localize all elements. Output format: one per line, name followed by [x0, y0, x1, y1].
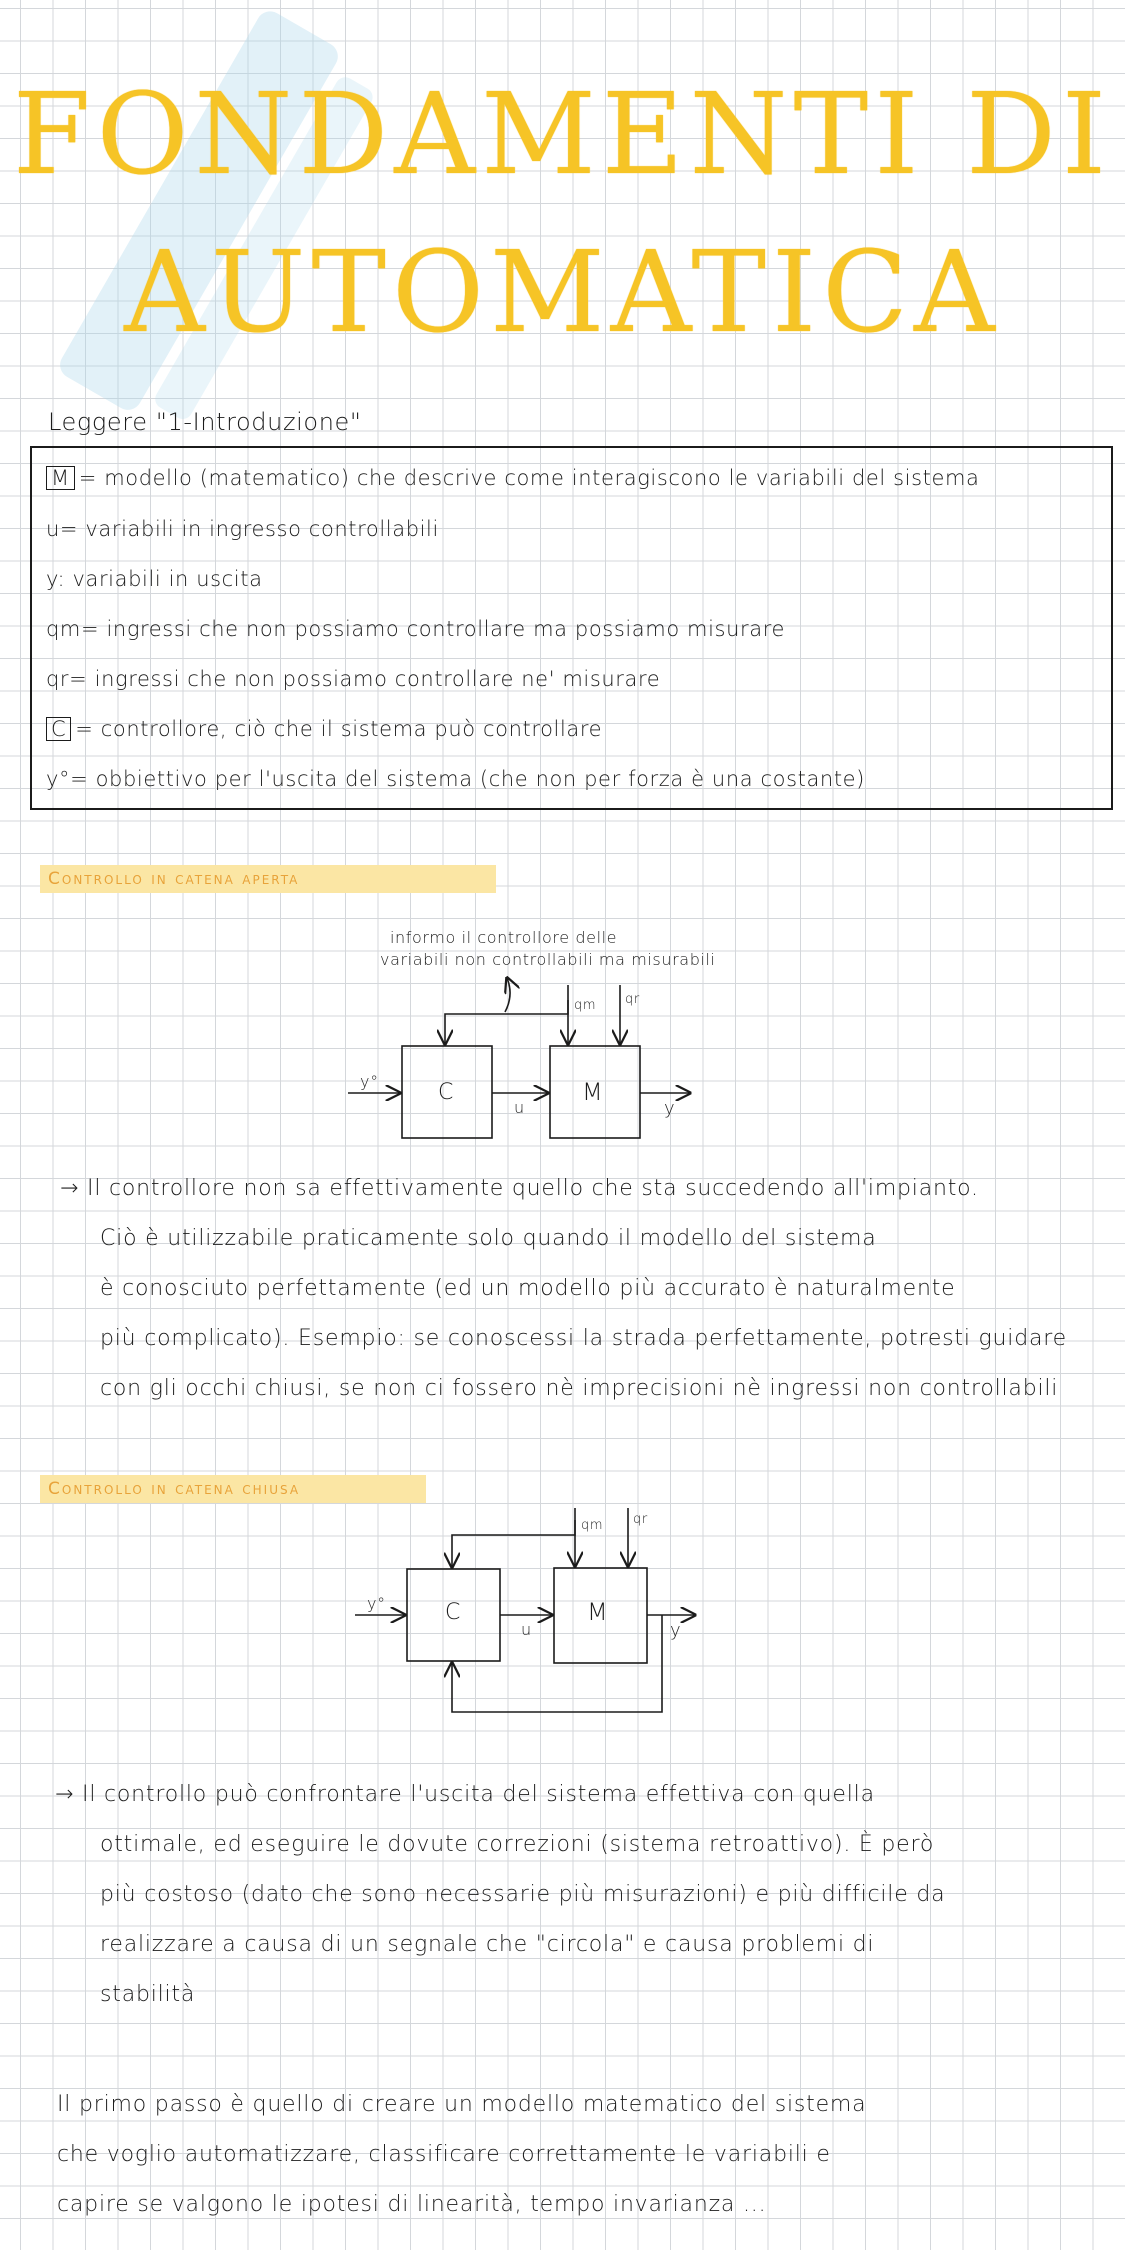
open-loop-annotation-line1: informo il controllore delle	[390, 928, 618, 947]
definition-symbol: y°	[46, 767, 71, 791]
closed-loop-paragraph-line: realizzare a causa di un segnale che "circola" e causa problemi di	[100, 1932, 875, 1957]
final-paragraph-line: capire se valgono le ipotesi di linearità, tempo invarianza ...	[57, 2192, 767, 2217]
closed-loop-paragraph-line: ottimale, ed eseguire le dovute correzioni (sistema retroattivo). È però	[100, 1832, 935, 1857]
section-heading-open-loop: Controllo in catena aperta	[40, 865, 496, 893]
definition-text: = ingressi che non possiamo controllare ma possiamo misurare	[81, 617, 785, 641]
closed-loop-input-label: y°	[367, 1594, 386, 1613]
closed-loop-paragraph-line: → Il controllo può confrontare l'uscita del sistema effettiva con quella	[55, 1782, 875, 1807]
open-loop-input-label: y°	[360, 1072, 379, 1091]
definition-symbol: qm	[46, 617, 81, 641]
closed-loop-diagram	[355, 1508, 695, 1712]
definition-text: = controllore, ciò che il sistema può controllare	[75, 717, 603, 741]
open-loop-annotation-line2: variabili non controllabili ma misurabili	[380, 950, 716, 969]
open-loop-paragraph-line: → Il controllore non sa effettivamente quello che sta succedendo all'impianto.	[60, 1176, 979, 1201]
open-loop-paragraph-line: è conosciuto perfettamente (ed un modello più accurato è naturalmente	[100, 1276, 956, 1301]
definition-symbol: C	[46, 717, 71, 741]
closed-loop-controller-label: C	[445, 1600, 461, 1625]
closed-loop-model-label: M	[587, 1598, 609, 1626]
open-loop-qr-label: qr	[625, 992, 640, 1007]
closed-loop-output-label: y	[670, 1620, 682, 1641]
page-title-line2: AUTOMATICA	[124, 228, 1001, 358]
definition-text: = ingressi che non possiamo controllare ne' misurare	[69, 667, 661, 691]
closed-loop-qm-label: qm	[581, 1518, 604, 1533]
definition-symbol: M	[46, 466, 75, 490]
section-heading-closed-loop: Controllo in catena chiusa	[40, 1475, 426, 1503]
definition-text: = obbiettivo per l'uscita del sistema (che non per forza è una costante)	[70, 767, 865, 791]
open-loop-controller-label: C	[438, 1080, 454, 1105]
open-loop-qm-label: qm	[574, 998, 597, 1013]
definition-symbol: u	[46, 517, 60, 541]
page-title-line1: FONDAMENTI DI	[12, 70, 1113, 200]
definition-text: = variabili in ingresso controllabili	[59, 517, 439, 541]
final-paragraph-line: che voglio automatizzare, classificare correttamente le variabili e	[57, 2142, 831, 2167]
intro-note: Leggere "1-Introduzione"	[48, 408, 362, 436]
definition-symbol: qr	[46, 667, 70, 691]
closed-loop-qr-label: qr	[633, 1512, 648, 1527]
open-loop-paragraph-line: con gli occhi chiusi, se non ci fossero nè imprecisioni nè ingressi non controllabili	[100, 1376, 1059, 1401]
open-loop-output-label: y	[664, 1098, 676, 1119]
open-loop-u-label: u	[514, 1098, 525, 1117]
open-loop-paragraph-line: più complicato). Esempio: se conoscessi la strada perfettamente, potresti guidare	[100, 1326, 1067, 1351]
closed-loop-u-label: u	[521, 1620, 532, 1639]
qm-feedforward-line	[452, 1520, 575, 1567]
definition-text: = modello (matematico) che descrive come interagiscono le variabili del sistema	[78, 466, 980, 490]
qm-feedforward-line	[445, 1000, 568, 1044]
final-paragraph-line: Il primo passo è quello di creare un modello matematico del sistema	[57, 2092, 867, 2117]
definition-text: : variabili in uscita	[57, 567, 263, 591]
annotation-pointer	[505, 978, 510, 1012]
open-loop-paragraph-line: Ciò è utilizzabile praticamente solo quando il modello del sistema	[100, 1226, 877, 1251]
closed-loop-paragraph-line: più costoso (dato che sono necessarie più misurazioni) e più difficile da	[100, 1882, 946, 1907]
closed-loop-paragraph-line: stabilità	[100, 1982, 196, 2007]
definition-symbol: y	[46, 567, 58, 591]
open-loop-model-label: M	[582, 1078, 604, 1106]
